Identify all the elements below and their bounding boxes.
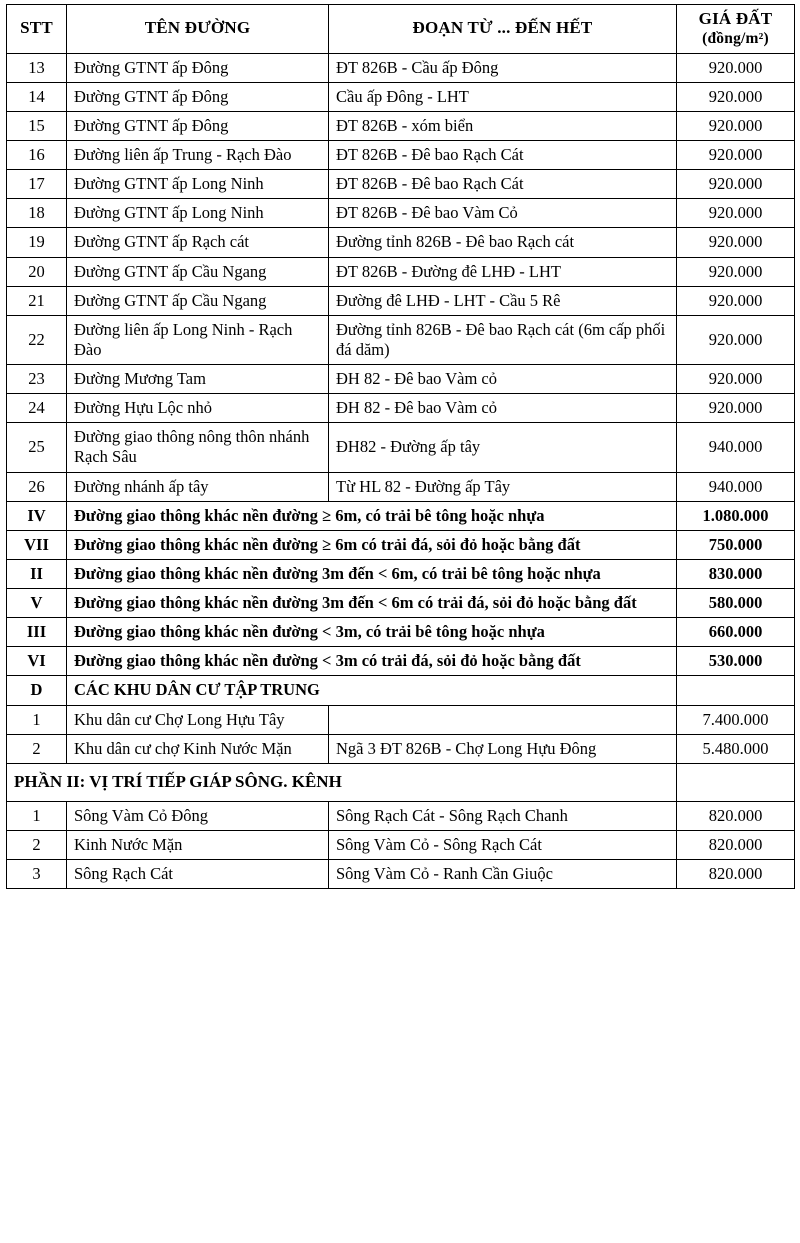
cell-price: 7.400.000 [677, 705, 795, 734]
cell-price: 940.000 [677, 472, 795, 501]
cell-road-name: Đường Mương Tam [67, 365, 329, 394]
cell-river-name: Sông Rạch Cát [67, 859, 329, 888]
cell-road-name: Đường liên ấp Trung - Rạch Đào [67, 141, 329, 170]
cell-category-text: Đường giao thông khác nền đường ≥ 6m có trải đá, sỏi đỏ hoặc bằng đất [67, 530, 677, 559]
table-body [7, 53, 795, 888]
cell-road-name: Đường GTNT ấp Long Ninh [67, 199, 329, 228]
cell-stt: 17 [7, 170, 67, 199]
cell-stt: 14 [7, 82, 67, 111]
cell-stt: 21 [7, 286, 67, 315]
cell-road-name: Đường giao thông nông thôn nhánh Rạch Sâu [67, 423, 329, 472]
table-row [7, 859, 795, 888]
cell-stt: III [7, 618, 67, 647]
table-row [7, 53, 795, 82]
cell-stt: 1 [7, 705, 67, 734]
header-price [677, 5, 795, 54]
cell-stt: VII [7, 530, 67, 559]
cell-stt: 26 [7, 472, 67, 501]
cell-price: 940.000 [677, 423, 795, 472]
cell-segment: ĐT 826B - Đê bao Rạch Cát [329, 141, 677, 170]
table-row [7, 228, 795, 257]
cell-road-name: Đường GTNT ấp Đông [67, 111, 329, 140]
cell-stt: 18 [7, 199, 67, 228]
cell-segment: ĐH 82 - Đê bao Vàm cỏ [329, 394, 677, 423]
cell-category-text: Đường giao thông khác nền đường ≥ 6m, có trải bê tông hoặc nhựa [67, 501, 677, 530]
cell-price: 920.000 [677, 111, 795, 140]
cell-price: 820.000 [677, 801, 795, 830]
cell-river-name: Kinh Nước Mặn [67, 830, 329, 859]
cell-price: 820.000 [677, 830, 795, 859]
table-row [7, 82, 795, 111]
cell-road-name: Đường GTNT ấp Long Ninh [67, 170, 329, 199]
cell-road-name: Đường GTNT ấp Cầu Ngang [67, 286, 329, 315]
table-row [7, 801, 795, 830]
cell-price: 830.000 [677, 559, 795, 588]
cell-stt: 23 [7, 365, 67, 394]
cell-road-name: Đường Hựu Lộc nhỏ [67, 394, 329, 423]
cell-stt: II [7, 559, 67, 588]
cell-segment: ĐT 826B - Cầu ấp Đông [329, 53, 677, 82]
cell-price: 920.000 [677, 228, 795, 257]
cell-price: 820.000 [677, 859, 795, 888]
header-road-name: TÊN ĐƯỜNG [67, 5, 329, 54]
road-category-row [7, 559, 795, 588]
cell-price: 530.000 [677, 647, 795, 676]
cell-road-name: Đường GTNT ấp Đông [67, 82, 329, 111]
cell-stt: V [7, 589, 67, 618]
residential-section-header-row [7, 676, 795, 705]
header-row [7, 5, 795, 54]
cell-segment: ĐT 826B - Đường đê LHĐ - LHT [329, 257, 677, 286]
road-category-row [7, 618, 795, 647]
cell-price: 750.000 [677, 530, 795, 559]
cell-stt: 15 [7, 111, 67, 140]
table-row [7, 423, 795, 472]
cell-segment: Đường tỉnh 826B - Đê bao Rạch cát (6m cấp phối đá dăm) [329, 315, 677, 364]
cell-road-name: Đường nhánh ấp tây [67, 472, 329, 501]
cell-price: 920.000 [677, 365, 795, 394]
cell-segment: ĐT 826B - Đê bao Rạch Cát [329, 170, 677, 199]
cell-price: 920.000 [677, 141, 795, 170]
cell-stt: D [7, 676, 67, 705]
table-row [7, 315, 795, 364]
cell-section-title: CÁC KHU DÂN CƯ TẬP TRUNG [67, 676, 677, 705]
cell-category-text: Đường giao thông khác nền đường < 3m có trải đá, sỏi đỏ hoặc bằng đất [67, 647, 677, 676]
table-row [7, 830, 795, 859]
cell-segment: Từ HL 82 - Đường ấp Tây [329, 472, 677, 501]
cell-category-text: Đường giao thông khác nền đường < 3m, có trải bê tông hoặc nhựa [67, 618, 677, 647]
cell-price: 5.480.000 [677, 734, 795, 763]
cell-stt: 19 [7, 228, 67, 257]
cell-road-name: Đường GTNT ấp Rạch cát [67, 228, 329, 257]
cell-road-name: Đường liên ấp Long Ninh - Rạch Đào [67, 315, 329, 364]
table-row [7, 734, 795, 763]
cell-stt: 20 [7, 257, 67, 286]
table-row [7, 472, 795, 501]
table-row [7, 111, 795, 140]
cell-price: 920.000 [677, 82, 795, 111]
cell-segment: ĐT 826B - Đê bao Vàm Cỏ [329, 199, 677, 228]
table-row [7, 705, 795, 734]
cell-road-name: Đường GTNT ấp Cầu Ngang [67, 257, 329, 286]
cell-stt: 24 [7, 394, 67, 423]
cell-price: 920.000 [677, 394, 795, 423]
cell-price: 920.000 [677, 170, 795, 199]
road-category-row [7, 589, 795, 618]
cell-segment: Cầu ấp Đông - LHT [329, 82, 677, 111]
cell-segment: Đường tỉnh 826B - Đê bao Rạch cát [329, 228, 677, 257]
table-row [7, 257, 795, 286]
cell-stt: 3 [7, 859, 67, 888]
cell-stt: VI [7, 647, 67, 676]
cell-price: 920.000 [677, 286, 795, 315]
header-price-unit: (đồng/m²) [702, 29, 769, 47]
cell-segment: Sông Rạch Cát - Sông Rạch Chanh [329, 801, 677, 830]
cell-stt: 1 [7, 801, 67, 830]
cell-category-text: Đường giao thông khác nền đường 3m đến < 6m có trải đá, sỏi đỏ hoặc bằng đất [67, 589, 677, 618]
cell-price [677, 676, 795, 705]
cell-segment: Sông Vàm Cỏ - Ranh Cần Giuộc [329, 859, 677, 888]
cell-price [677, 763, 795, 801]
land-price-table [6, 4, 795, 889]
cell-segment: ĐT 826B - xóm biển [329, 111, 677, 140]
road-category-row [7, 530, 795, 559]
cell-segment: Đường đê LHĐ - LHT - Cầu 5 Rê [329, 286, 677, 315]
cell-river-name: Sông Vàm Cỏ Đông [67, 801, 329, 830]
cell-area-name: Khu dân cư chợ Kinh Nước Mặn [67, 734, 329, 763]
cell-road-name: Đường GTNT ấp Đông [67, 53, 329, 82]
table-row [7, 199, 795, 228]
cell-price: 1.080.000 [677, 501, 795, 530]
cell-area-name: Khu dân cư Chợ Long Hựu Tây [67, 705, 329, 734]
header-price-title: GIÁ ĐẤT [698, 9, 773, 28]
cell-part-title: PHẦN II: VỊ TRÍ TIẾP GIÁP SÔNG. KÊNH [7, 763, 677, 801]
cell-price: 920.000 [677, 199, 795, 228]
cell-stt: 2 [7, 734, 67, 763]
header-segment: ĐOẠN TỪ ... ĐẾN HẾT [329, 5, 677, 54]
road-category-row [7, 647, 795, 676]
table-row [7, 365, 795, 394]
cell-price: 920.000 [677, 315, 795, 364]
cell-stt: 16 [7, 141, 67, 170]
cell-stt: 2 [7, 830, 67, 859]
cell-segment: ĐH 82 - Đê bao Vàm cỏ [329, 365, 677, 394]
header-stt: STT [7, 5, 67, 54]
cell-stt: IV [7, 501, 67, 530]
cell-segment: Ngã 3 ĐT 826B - Chợ Long Hựu Đông [329, 734, 677, 763]
part-two-header-row [7, 763, 795, 801]
cell-stt: 25 [7, 423, 67, 472]
cell-price: 920.000 [677, 257, 795, 286]
cell-segment: ĐH82 - Đường ấp tây [329, 423, 677, 472]
road-category-row [7, 501, 795, 530]
table-row [7, 394, 795, 423]
cell-segment [329, 705, 677, 734]
table-header [7, 5, 795, 54]
cell-price: 920.000 [677, 53, 795, 82]
cell-price: 580.000 [677, 589, 795, 618]
cell-stt: 13 [7, 53, 67, 82]
table-row [7, 286, 795, 315]
table-row [7, 170, 795, 199]
cell-stt: 22 [7, 315, 67, 364]
cell-category-text: Đường giao thông khác nền đường 3m đến < 6m, có trải bê tông hoặc nhựa [67, 559, 677, 588]
cell-price: 660.000 [677, 618, 795, 647]
table-row [7, 141, 795, 170]
cell-segment: Sông Vàm Cỏ - Sông Rạch Cát [329, 830, 677, 859]
